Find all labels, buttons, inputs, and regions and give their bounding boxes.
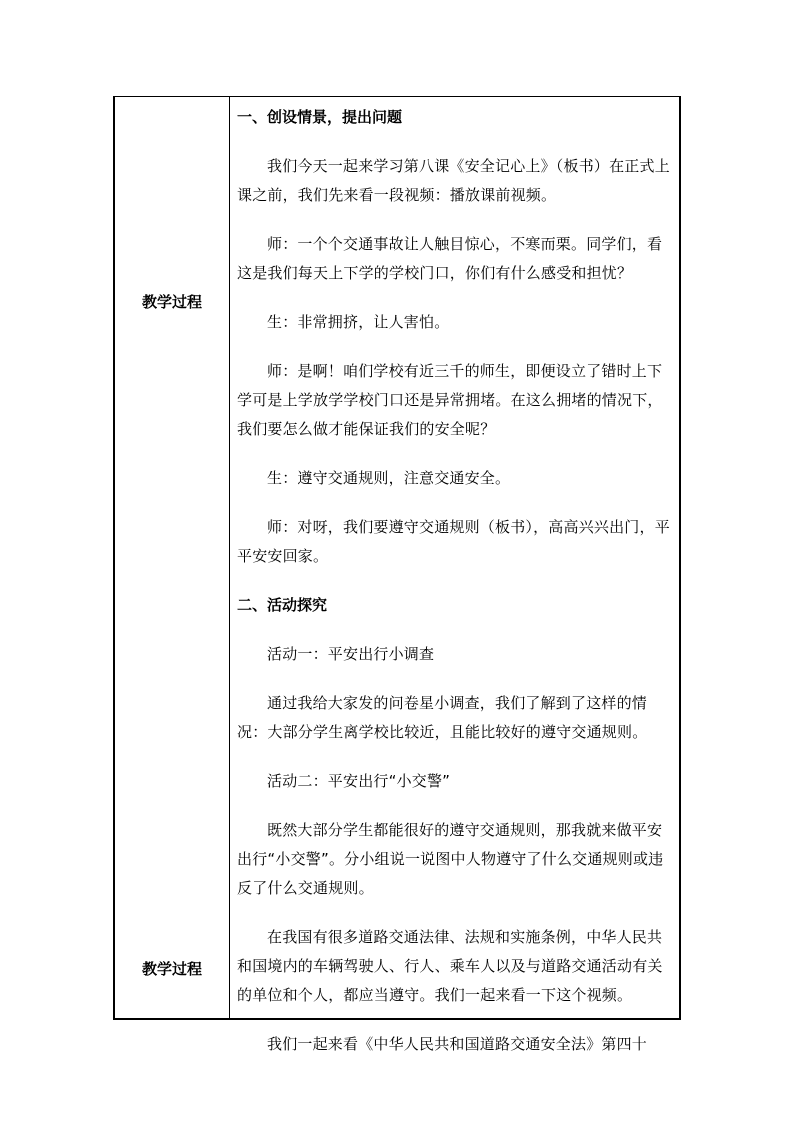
lesson-content (237, 103, 674, 1059)
content-column (230, 97, 679, 1053)
paragraph: 师：一个个交通事故让人触目惊心，不寒而栗。同学们，看这是我们每天上下学的学校门口，你们有什么感受和担忧？ (237, 235, 663, 282)
lesson-table (113, 96, 681, 1053)
paragraph: 生：非常拥挤，让人害怕。 (267, 313, 450, 331)
label-column (115, 97, 230, 1018)
paragraph: 我们一起来看《中华人民共和国道路交通安全法》第四十 (267, 1035, 648, 1053)
row-label-teaching-process: 教学过程 (141, 960, 202, 978)
paragraph: 活动二：平安出行“小交警” (267, 772, 451, 790)
paragraph: 通过我给大家发的问卷星小调查，我们了解到了这样的情况：大部分学生离学校比较近，且能比较好的遵守交通规则。 (237, 694, 648, 741)
paragraph: 既然大部分学生都能很好的遵守交通规则，那我就来做平安出行“小交警”。分小组说一说图中人物遵守了什么交通规则或违反了什么交通规则。 (237, 821, 664, 897)
paragraph: 生：遵守交通规则，注意交通安全。 (267, 469, 511, 487)
section-heading: 二、活动探究 (237, 596, 328, 614)
paragraph: 我们今天一起来学习第八课《安全记心上》（板书）在正式上课之前，我们先来看一段视频：播放课前视频。 (237, 157, 670, 204)
paragraph: 师：是啊！咱们学校有近三千的师生，即便设立了错时上下学可是上学放学学校门口还是异常拥堵。在这么拥堵的情况下，我们要怎么做才能保证我们的安全呢？ (237, 362, 663, 438)
paragraph: 师：对呀，我们要遵守交通规则（板书），高高兴兴出门，平平安安回家。 (237, 518, 670, 565)
paragraph: 在我国有很多道路交通法律、法规和实施条例，中华人民共和国境内的车辆驾驶人、行人、乘车人以及与道路交通活动有关的单位和个人，都应当遵守。我们一起来看一下这个视频。 (237, 928, 663, 1004)
section-heading: 一、创设情景，提出问题 (237, 108, 403, 126)
row-label-teaching-process: 教学过程 (141, 293, 202, 311)
paragraph: 活动一：平安出行小调查 (267, 645, 435, 663)
